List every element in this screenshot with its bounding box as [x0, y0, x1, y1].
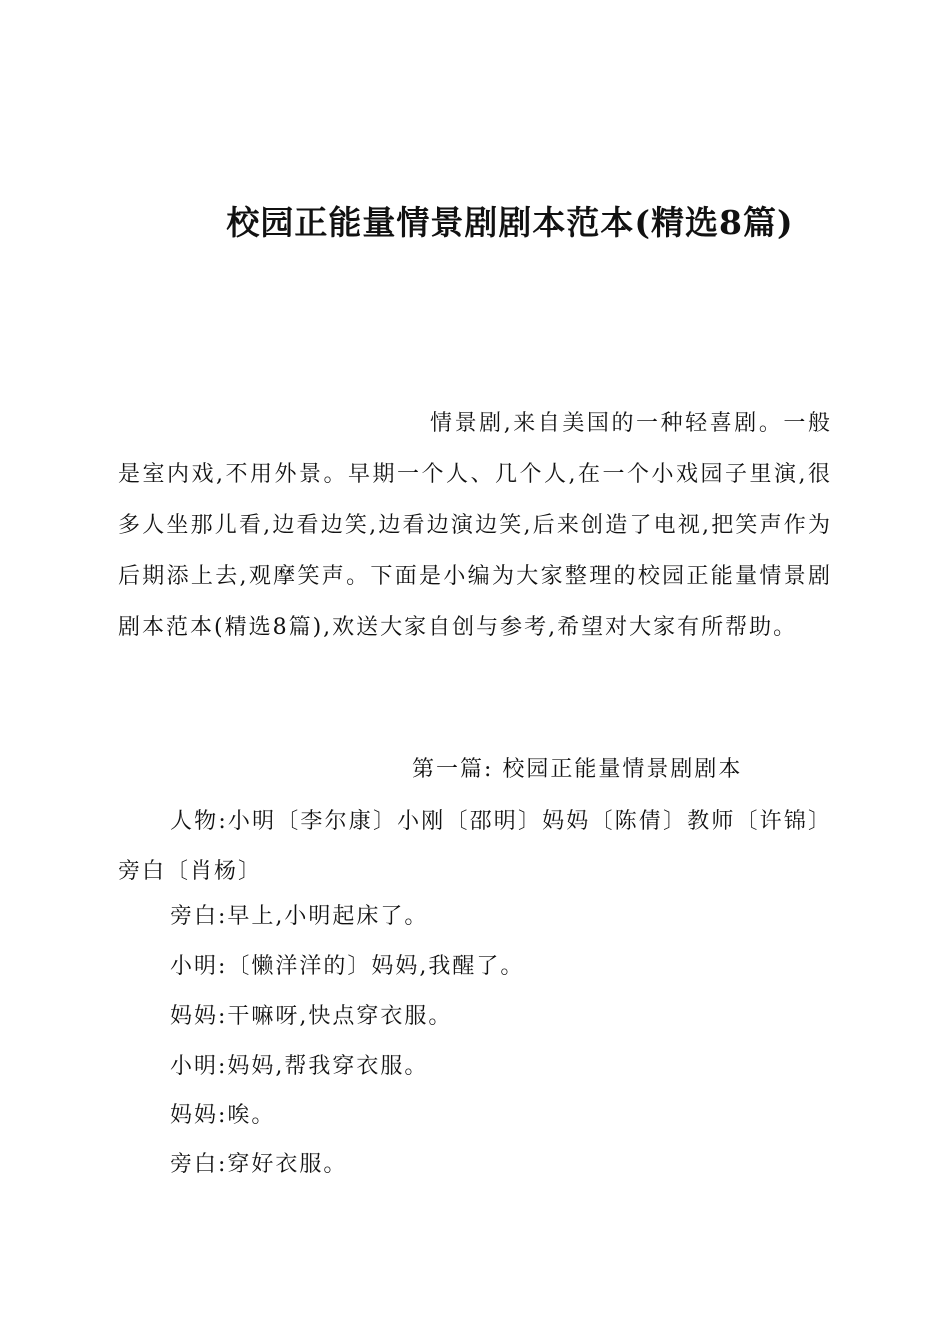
script-line: 旁白:早上,小明起床了。: [170, 904, 429, 929]
document-title: 校园正能量情景剧剧本范本(精选8篇): [226, 203, 794, 243]
script-line: 妈妈:唉。: [170, 1103, 276, 1128]
script-line: 小明:妈妈,帮我穿衣服。: [170, 1054, 429, 1079]
script-line: 旁白:穿好衣服。: [170, 1152, 348, 1177]
characters-list: 人物:小明〔李尔康〕小刚〔邵明〕妈妈〔陈倩〕教师〔许锦〕旁白〔肖杨〕: [118, 809, 832, 884]
script-line: 小明:〔懒洋洋的〕妈妈,我醒了。: [170, 954, 525, 979]
intro-paragraph: 情景剧,来自美国的一种轻喜剧。一般是室内戏,不用外景。早期一个人、几个人,在一个小戏园子里演,很多人坐那儿看,边看边笑,边看边演边笑,后来创造了电视,把笑声作为后期添上去,观摩笑声。下面是小编为大家整理的校园正能量情景剧剧本范本(精选8篇),欢送大家自创与参考,希望对大家有所帮助。: [118, 411, 832, 640]
chapter-heading: 第一篇: 校园正能量情景剧剧本: [412, 757, 743, 782]
script-line: 妈妈:干嘛呀,快点穿衣服。: [170, 1004, 453, 1029]
